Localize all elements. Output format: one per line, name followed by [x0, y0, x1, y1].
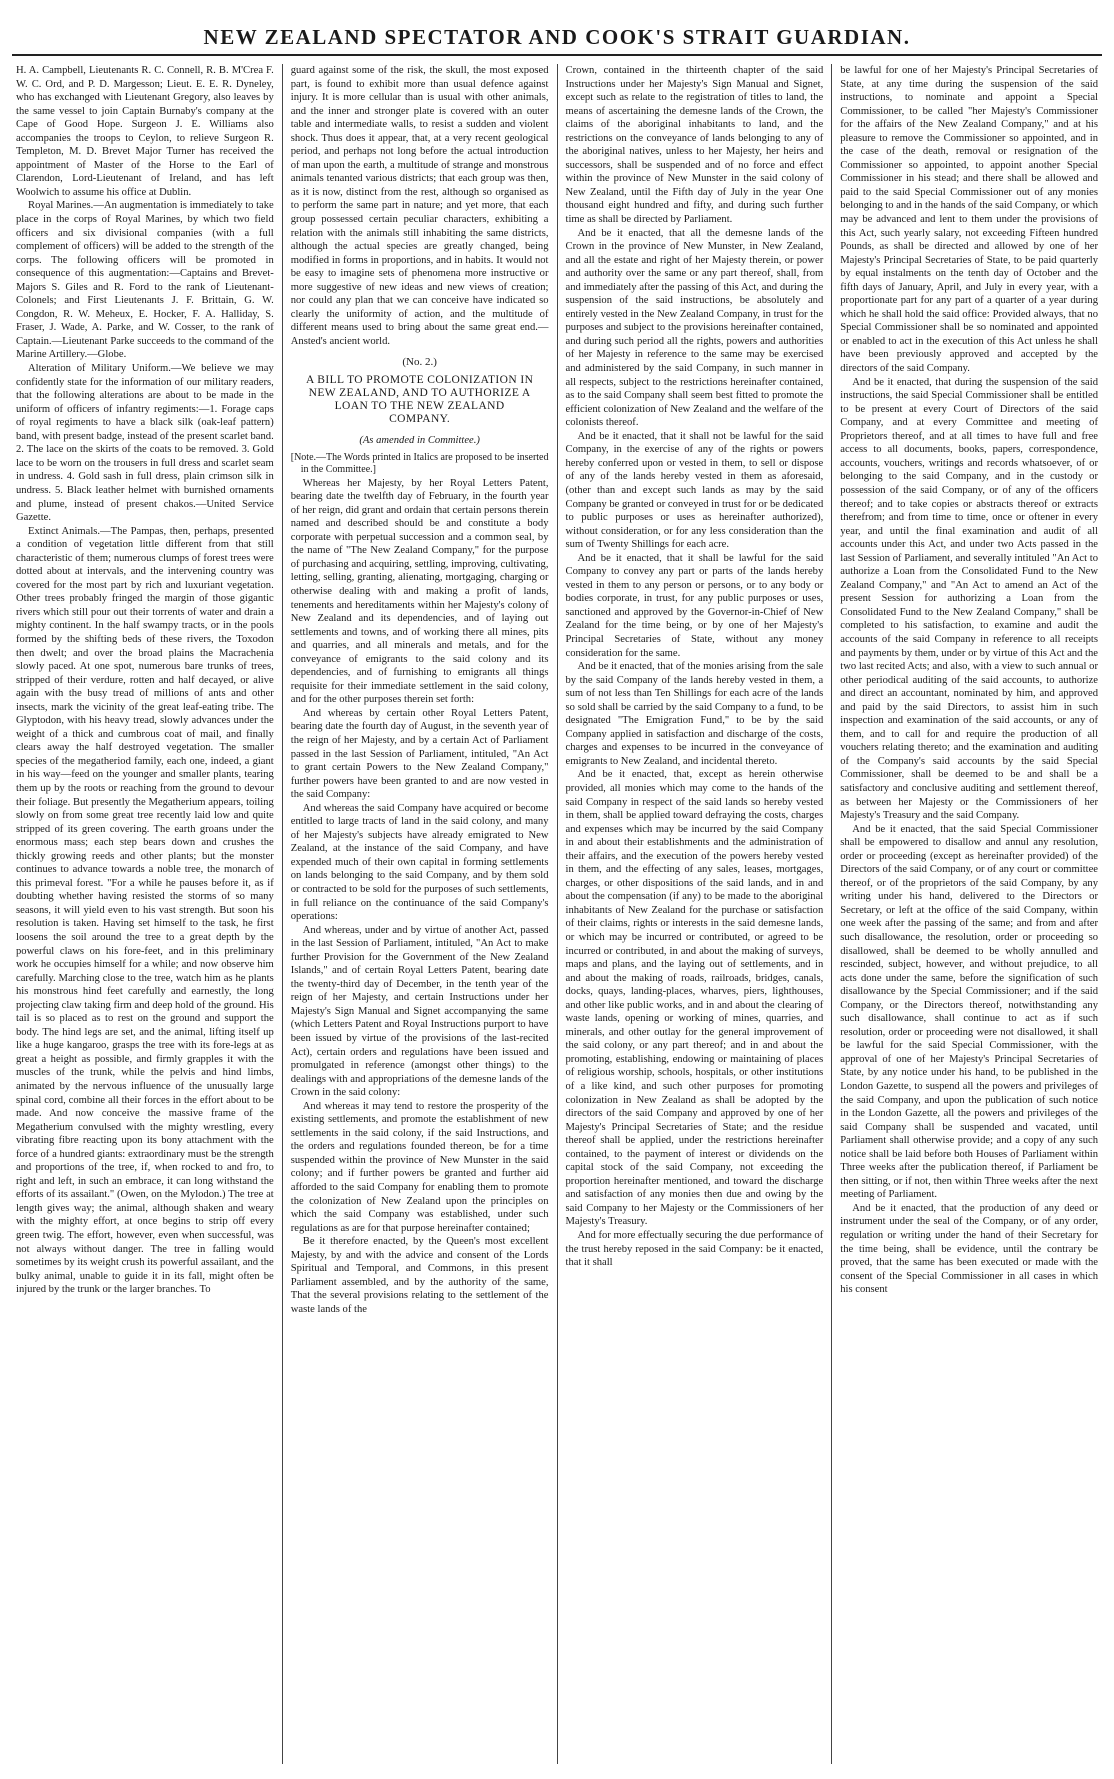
bill-title: A BILL TO PROMOTE COLONIZATION IN NEW ZEALAND, AND TO AUTHORIZE A LOAN TO THE NEW ZEALAND COMPANY. — [305, 374, 534, 426]
bill-paragraph: And be it enacted, that of the monies arising from the sale by the said Company of the lands hereby vested in them, a sum of not less than Ten Shillings for each acre of the lands so sold shall be carried by the said Company to a fund, to be designated "The Emigration Fund," to be by the said Company applied in satisfaction and discharge of the costs, charges and expenses to be incurred in the conveyance of emigrants to New Zealand, and incidental thereto. — [565, 661, 824, 767]
bill-paragraph: And be it enacted, that all the demesne lands of the Crown in the province of New Munster, in New Zealand, and all the estate and right of her Majesty therein, or power and authority over the same or any part thereof, shall, from and immediately after the passing of this Act, and during the suspension of the said instructions, be absolutely and entirely vested in the New Zealand Company, in trust for the purposes and subject to the provisions hereinafter contained, and during such period all the rights, powers and authorities of her Majesty in reference to the same may be exercised and administered by the said Company, in such manner in all respects, subject to the restrictions hereinafter contained, as to the said Company shall seem best fitted to promote the efficient colonization of New Zealand and the welfare of the colonists thereof. — [565, 227, 824, 429]
masthead-title: NEW ZEALAND SPECTATOR AND COOK'S STRAIT GUARDIAN. — [203, 25, 911, 49]
article-paragraph: H. A. Campbell, Lieutenants R. C. Connell, R. B. M'Crea F. W. C. Ord, and P. D. Margesson; Lieut. E. E. R. Dyneley, who has exchanged with Lieutenant Gregory, also leaves by the same vessel to join Captain Burnaby's company at the Cape of Good Hope. Surgeon J. E. Williams also accompanies the troops to Ceylon, to relieve Surgeon R. Templeton, M. D. Brevet Major Turner has received the appointment of Master of the Horse to the Earl of Clarendon, Lord-Lieutenant of Ireland, and has left Woolwich to assume his office at Dublin. — [16, 65, 274, 198]
column-1 — [8, 64, 282, 1764]
bill-paragraph-continued: Crown, contained in the thirteenth chapter of the said Instructions under her Majesty's Sign Manual and Signet, except such as relate to the registration of titles to land, the means of ascertaining the demesne lands of the Crown, the claims of the aboriginal inhabitants to land, and the restrictions on the conveyance of lands belonging to any of the aboriginal natives, unless to her Majesty, her heirs and successors, shall be suspended and of no force and effect within the province of New Munster in the said colony of New Zealand, until the Fifth day of July in the year One thousand eight hundred and fifty, and during such further time as shall be directed by Parliament. — [565, 65, 824, 226]
article-paragraph-continued: guard against some of the risk, the skull, the most exposed part, is found to exhibit more than usual defence against injury. It is more cellular than is usual with other animals, and the inner and stronger plate is covered with an outer table and intermediate walls, to resist a sudden and violent shock. Thus does it appear, that, at a very recent geological period, and perhaps not long before the actual introduction of man upon the earth, a multitude of strange and monstrous animals tenanted various districts; that each group was then, as it is now, distinct from the rest, although so organised as to perform the same part in nature; and yet more, that each group possessed certain peculiar characters, exhibiting a relation with the animals still inhabiting the same districts, although the actual species are greatly changed, being modified in forms in proportions, and in habits. It would not be easy to imagine sets of phenomena more instructive or more suggestive of new ideas and new views of creation; nor could any plan that we can conceive have indicated so clearly the uniformity of action, and the multitude of different means used to bring about the same great end.—Ansted's ancient world. — [290, 65, 549, 347]
column-4 — [831, 64, 1106, 1764]
masthead-rule — [12, 54, 1102, 56]
article-paragraph-extinct-animals: Extinct Animals.—The Pampas, then, perhaps, presented a condition of vegetation little different from that still characteristic of them; numerous clumps of forest trees were dotted about at intervals, and the intervening country was covered for the most part by rich and luxuriant vegetation. Other trees probably fringed the margin of those gigantic rivers which still pour out their torrents of water and drain a mighty continent. In the half swampy tracts, or in the pools formed by the shifting beds of these rivers, the Toxodon then dwelt; and over the broad plains the Macrachenia slowly paced. At one spot, numerous bare trunks of trees, stripped of their verdure, rotten and half decayed, or alive again with the busy tread of millions of ants and other insects, mark the vicinity of the great leaf-eating tribe. The Glyptodon, with his heavy tread, slowly advances under the weight of a thick and cumbrous coat of mail, and finally clears away the half destroyed vegetation. The smaller species of the megatheriod family, each one, indeed, a giant in his way—feed on the younger and smaller plants, tearing them up by the roots or reaching from the ground to devour their foliage. But presently the Megatherium appears, toiling slowly on from some great tree recently laid low and quite stripped of its green covering. The earth groans under the enormous mass; each step bears down and crushes the thickly growing reeds and other plants; but the monster continues to advance towards a noble tree, the monarch of this primeval forest. "For a while he pauses before it, as if doubting whether having resisted the storms of so many seasons, it will yield even to his vast strength. But soon his resolution is taken. Having set himself to the task, he first loosens the soil around the tree to a great depth by the powerful claws on his fore-feet, and in this preliminary work he occupies himself for a while; and now observe him carefully. Marching close to the tree, watch him as he plants his monstrous hind feet carefully and earnestly, the long projecting claw taking firm and deep hold of the ground. His tail is so placed as to rest on the ground and support the body. The hind legs are set, and the animal, lifting itself up like a huge kangaroo, grasps the tree with its fore-legs at as great a height as possible, and firmly grapples it with the muscles of the trunk, while the pelvis and hind limbs, animated by the nervous influence of the unusually large spinal cord, combine all their forces in the effort about to be made. And now conceive the massive frame of the Megatherium convulsed with the mighty wrestling, every vibrating fibre reacting upon its bony attachment with the force of a hundred giants: extraordinary must be the strength and proportions of the tree, if, when rocked to and fro, to right and left, in such an embrace, it can long withstand the efforts of its assailant." (Owen, on the Mylodon.) The tree at length gives way; the animal, although shaken and weary with the mighty effort, at once begins to strip off every green twig. The effort, however, even when successful, was not always without danger. The tree in falling would sometimes by its weight crush its powerful assailant, and the bulky animal, unable to guide it in its fall, might often be injured by the trunk or the larger branches. To — [16, 525, 274, 1296]
column-3 — [557, 64, 832, 1764]
bill-paragraph: And be it enacted, that the said Special Commissioner shall be empowered to disallow and annul any resolution, order or proceeding (except as hereinafter provided) of the Directors of the said Company, or of any court or committee thereof, or of the proprietors of the said Company, by any writing under his hand, delivered to the Directors or Secretary, or left at the office of the said Company, within one week after the passing of the same; and from and after such disallowance, the resolution, order or proceeding so disallowed, shall be deemed to be wholly annulled and rescinded, subject, however, and without prejudice, to all acts done under the same, before the signification of such disallowance by the Special Commissioner; and if the said Company, or the Directors thereof, notwithstanding any such disallowance, shall continue to act as if such resolution, order or proceeding were not disallowed, it shall be lawful for the said Special Commissioner, with the approval of one of her Majesty's Principal Secretaries of State, by any notice under his hand, to be published in the London Gazette, to suspend all the powers and privileges of the said Company, and upon the publication of such notice in the London Gazette, all the powers and privileges of the said Company shall be suspended and vacated, until Parliament shall otherwise provide; and a copy of any such notice shall be laid before both Houses of Parliament within Three weeks after the publication thereof, if Parliament be then sitting, or if not, then within Three weeks after the next meeting of Parliament. — [840, 823, 1098, 1201]
bill-paragraph: And whereas by certain other Royal Letters Patent, bearing date the fourth day of August, in the seventh year of the reign of her Majesty, and by a certain Act of Parliament passed in the last Session of Parliament, intituled, "An Act to grant certain Powers to the New Zealand Company," further powers have been granted to and are now vested in the said Company: — [290, 707, 549, 801]
bill-paragraph-continued: be lawful for one of her Majesty's Principal Secretaries of State, at any time during the suspension of the said instructions, to nominate and appoint a Special Commissioner, to be called "her Majesty's Commissioner for the affairs of the New Zealand Company," and at his pleasure to remove the Commissioner so appointed, and in the case of the death, removal or resignation of the Commissioner so appointed, to appoint another Special Commissioner in his stead; and there shall be allowed and paid to the said Special Commissioner out of any monies belonging to and in the hands of the said Company, or which may be advanced and lent to them under the provisions of this Act, such yearly salary, not exceeding Fifteen hundred Pounds, as shall be directed and allowed by one of her Majesty's Principal Secretaries of State, to be paid quarterly by equal instalments on the tenth day of October and the fifth days of January, April, and July in every year, with a proportionate part for any part of a quarter of a year during which he shall hold the said office: Provided always, that no Special Commissioner shall be so nominated and appointed or enabled to act in the execution of this Act unless he shall have been previously approved and accepted by the directors of the said Company. — [840, 65, 1098, 375]
columns — [8, 64, 1106, 1764]
bill-paragraph: Be it therefore enacted, by the Queen's most excellent Majesty, by and with the advice and consent of the Lords Spiritual and Temporal, and Commons, in this present Parliament assembled, and by the authority of the same, That the several provisions relating to the settlement of the waste lands of the — [290, 1236, 549, 1315]
article-paragraph-military-uniform: Alteration of Military Uniform.—We believe we may confidently state for the information of our military readers, that the following alterations are about to be made in the uniform of officers of infantry regiments:—1. Forage caps of royal regiments to have a black silk (oak-leaf pattern) band, with present badge, instead of the present scarlet band. 2. The lace on the skirts of the coats to be removed. 3. Gold lace to be worn on the trousers in full dress and scarlet seam in undress. 4. Gold sash in full dress, plain crimson silk in undress. 5. Black leather helmet with burnished ornaments and plume, instead of present chakos.—United Service Gazette. — [16, 363, 274, 524]
bill-paragraph: And whereas the said Company have acquired or become entitled to large tracts of land in the said colony, and many of her Majesty's subjects have already emigrated to New Zealand, at the instance of the said Company, and have expended much of their own capital in forming settlements on lands belonging to the said Company, and by them sold or contracted to be sold for the purposes of such settlements, in full reliance on the continuance of the said Company's operations: — [290, 802, 549, 923]
bill-paragraph: And be it enacted, that it shall not be lawful for the said Company, in the exercise of any of the rights or powers hereby conferred upon or vested in them, to sell or dispose of any of the lands hereby vested in them as aforesaid, (other than and except such lands as may by the said Company be granted or conveyed in trust for or be dedicated to public purposes or uses as hereinafter authorized), without consideration, or for any less consideration than the sum of Twenty Shillings for each acre. — [565, 430, 824, 551]
bill-paragraph: And whereas it may tend to restore the prosperity of the existing settlements, and promote the establishment of new settlements in the said colony, if the said Instructions, and the orders and regulations founded thereon, be for a time suspended within the province of New Munster in the said colony; and if further powers be granted and further aid afforded to the said Company for enabling them to promote the colonization of New Zealand upon the principles on which the said Company was established, under such regulations as are for that purpose hereinafter contained; — [290, 1100, 549, 1234]
bill-paragraph: Whereas her Majesty, by her Royal Letters Patent, bearing date the twelfth day of February, in the fourth year of her reign, did grant and ordain that certain persons therein named and described should be and constitute a body corporate with perpetual succession and a common seal, by the name of "The New Zealand Company," for the purpose of purchasing and acquiring, settling, improving, cultivating, letting, selling, granting, alienating, mortgaging, charging or otherwise dealing with and making a profit of lands, tenements and hereditaments within her Majesty's colony of New Zealand and its dependencies, and of laying out settlements and towns, and of working there all mines, pits and quarries, and all minerals and metals, and for the conveyance of emigrants to the said colony and its dependencies, and of furnishing to emigrants all things requisite for their immediate settlement in the said colony, and for the other purposes therein set forth: — [290, 477, 549, 706]
article-paragraph-royal-marines: Royal Marines.—An augmentation is immediately to take place in the corps of Royal Marines, by which two field officers and six divisional companies (with a full complement of officers) will be added to the strength of the corps. The following officers will be promoted in consequence of this augmentation:—Captains and Brevet-Majors S. Giles and R. Ford to the rank of Lieutenant-Colonels; and First Lieutenants J. F. Brittain, G. W. Congdon, R. W. Meheux, E. Hocker, F. A. Halliday, S. Fraser, J. Wade, A. Parke, and W. Cosser, to the rank of Captain.—Lieutenant Parke succeeds to the command of the Marine Artillery.—Globe. — [16, 200, 274, 361]
bill-paragraph: And be it enacted, that the production of any deed or instrument under the seal of the Company, or of any order, regulation or writing under the hand of their Secretary for the time being, shall be evidence, until the contrary be proved, that the same has been executed or made with the consent of the Special Commissioner in all cases in which his consent — [840, 1202, 1098, 1296]
bill-number: (No. 2.) — [402, 356, 437, 369]
bill-paragraph: And be it enacted, that, except as herein otherwise provided, all monies which may come to the hands of the said Company in respect of the said lands so hereby vested in them, shall be applied toward defraying the costs, charges and expenses which may be incurred by the said Company in and about their establishments and the administration of their affairs, and the execution of the powers hereby vested in them, and the effecting of any sales, leases, mortgages, charges, or other dispositions of the said lands, and in and about the compensation (if any) to be made to the aboriginal inhabitants of New Zealand for the purchase or satisfaction of their claims, rights or interests in the said demesne lands, or which may be incurred or contributed, or agreed to be incurred or contributed, in and about the making of surveys, maps and plans, and the laying out of settlements, and in and about the making of roads, railroads, bridges, canals, docks, quays, landing-places, wharves, piers, lighthouses, and other like public works, and in and about the clearing of waste lands, opening or working of mines, quarries, and minerals, and other outlay for the general improvement of the said colony, or any part thereof; and in and about the promoting, establishing, endowing or maintaining of places of religious worship, schools, hospitals, or other institutions of a like kind, and such other purposes for promoting colonization in New Zealand as shall be adopted by the directors of the said Company and approved by one of her Majesty's Principal Secretaries of State; and the residue thereof shall be applied, under the restrictions hereinafter contained, to the payment of interest or dividends on the capital stock of the said Company, not exceeding the proportion hereinafter mentioned, and toward the discharge and satisfaction of any monies then due and owing by the said Company to her Majesty or the Commissioners of her Majesty's Treasury. — [565, 769, 824, 1228]
bill-amended-note: (As amended in Committee.) — [359, 435, 480, 447]
bill-italics-note: [Note.—The Words printed in Italics are proposed to be inserted in the Committee.] — [290, 451, 549, 476]
bill-paragraph: And for more effectually securing the due performance of the trust hereby reposed in the said Company: be it enacted, that it shall — [565, 1230, 824, 1269]
column-2 — [282, 64, 557, 1764]
bill-paragraph: And be it enacted, that it shall be lawful for the said Company to convey any part or parts of the lands hereby vested in them to any person or persons, or to any body or bodies corporate, in trust, for any public purposes or uses, sanctioned and approved by the Governor-in-Chief of New Zealand for the time being, or by one of her Majesty's Principal Secretaries of State, without any money consideration for the same. — [565, 552, 824, 659]
bill-paragraph: And whereas, under and by virtue of another Act, passed in the last Session of Parliament, intituled, "An Act to make further Provision for the Government of the New Zealand Islands," and of certain Royal Letters Patent, bearing date the twenty-third day of December, in the tenth year of the reign of her Majesty, and certain Instructions under her Majesty's Sign Manual and Signet accompanying the same (which Letters Patent and Royal Instructions purport to have been issued by virtue of the provisions of the last-recited Act), certain orders and regulations have been issued and promulgated in reference (amongst other things) to the dealings with and appropriations of the demesne lands of the Crown in the said colony: — [290, 924, 549, 1099]
bill-paragraph: And be it enacted, that during the suspension of the said instructions, the said Special Commissioner shall be entitled to be present at every Court of Directors of the said Company, and at every Committee and meeting of Proprietors thereof, and at all times to have full and free access to all documents, books, papers, correspondence, accounts, vouchers, writings and records whatsoever, of or belonging to the said Company, and in the custody or possession of the said Company, or of any of the officers thereof; and to take copies or abstracts thereof or extracts therefrom; and from time to time, once or oftener in every year, and until the final examination and audit of all accounts under this Act, and under two Acts passed in the last Session of Parliament, and severally intituled "An Act to authorize a Loan from the Consolidated Fund to the New Zealand Company," and "An Act to amend an Act of the present Session for authorizing a Loan from the Consolidated Fund to the New Zealand Company," shall be completed to his satisfaction, to examine and audit the accounts of the said Company in reference to all receipts and payments by them, under or by virtue of this Act and the two last recited Acts; and also, with a view to such annual or other periodical auditing of the said accounts, to authorize and direct an accountant, nominated by him, and approved and paid by the said Directors, to assist him in such inspection and examination of the said accounts, or any of them, and to call for and require the production of all vouchers relating thereto; and the examination and auditing of the Company's said accounts by the said Special Commissioner, shall be deemed to be and shall be a satisfactory and conclusive auditing and settlement thereof, as between her Majesty or the Commissioners of her Majesty's Treasury and the said Company. — [840, 376, 1098, 822]
